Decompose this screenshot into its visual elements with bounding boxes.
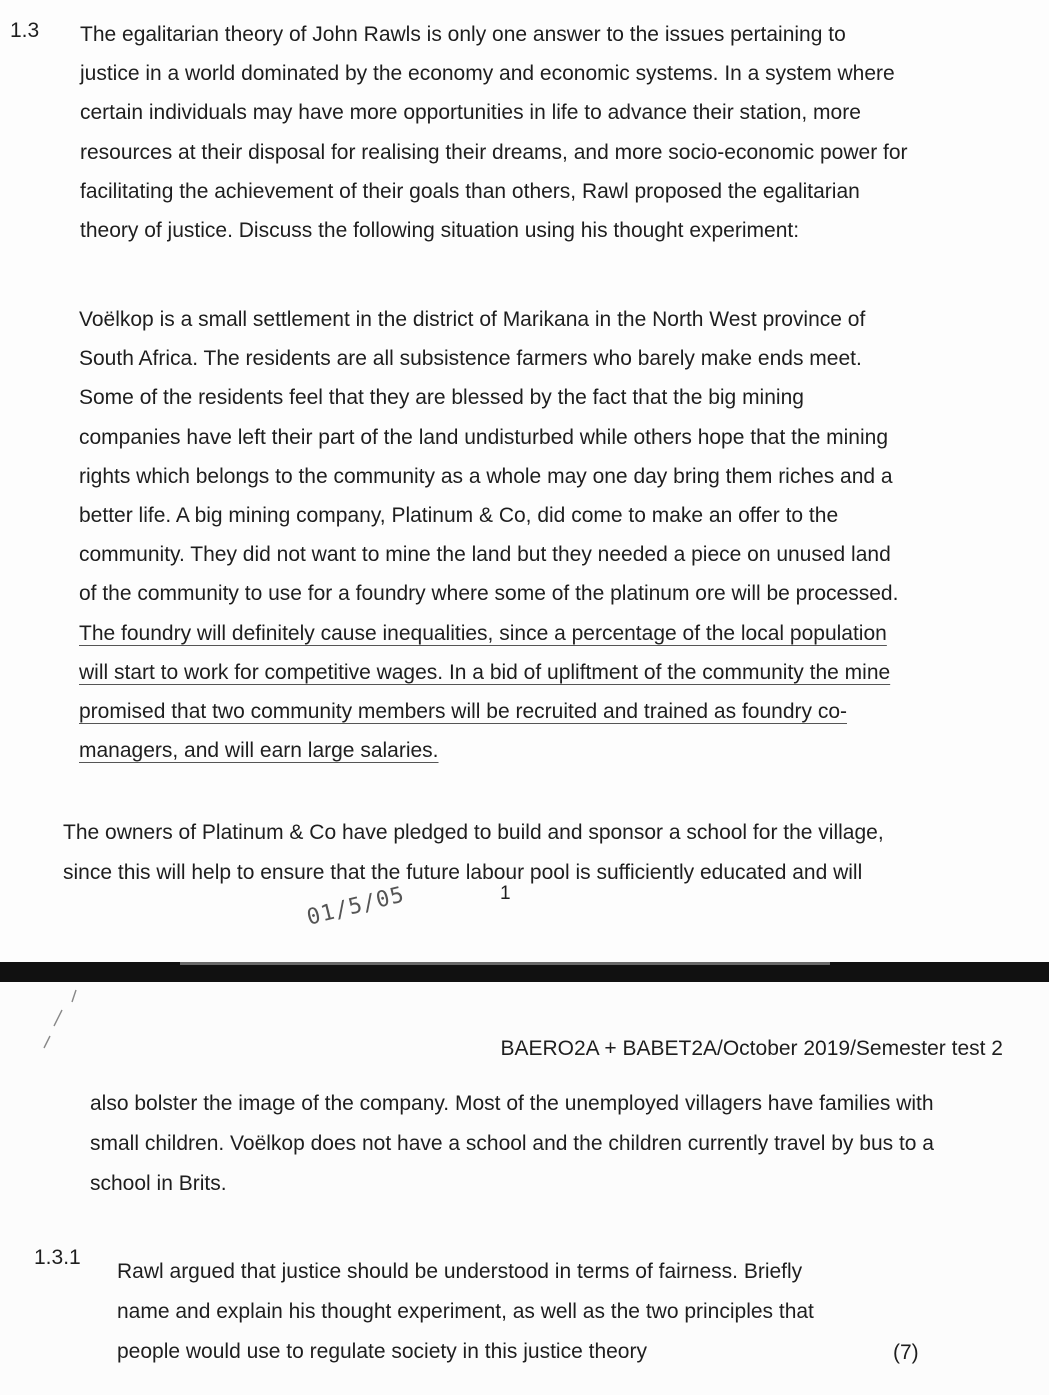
continuation-line: since this will help to ensure that the future labour pool is sufficiently educated and will (63, 861, 863, 884)
scenario-line: rights which belongs to the community as a whole may one day bring them riches and a (79, 464, 893, 488)
intro-line: facilitating the achievement of their goals than others, Rawl proposed the egalitarian (80, 179, 860, 203)
handwritten-note: 01/5/05 (304, 882, 408, 931)
continuation-line: also bolster the image of the company. Most of the unemployed villagers have families with (90, 1092, 934, 1115)
scenario-line: Some of the residents feel that they are blessed by the fact that the big mining (79, 386, 804, 410)
sub-question-line: name and explain his thought experiment, as well as the two principles that (117, 1300, 814, 1323)
scenario-line-underlined: managers, and will earn large salaries. (79, 739, 439, 763)
scenario-line: companies have left their part of the land undisturbed while others hope that the mining (79, 425, 889, 449)
scenario-line: community. They did not want to mine the land but they needed a piece on unused land (79, 543, 891, 567)
intro-line: The egalitarian theory of John Rawls is only one answer to the issues pertaining to (80, 23, 846, 46)
sub-question-line: people would use to regulate society in this justice theory (117, 1340, 647, 1363)
scenario-line: Voëlkop is a small settlement in the district of Marikana in the North West province of (79, 308, 866, 331)
scenario-paragraph (79, 300, 898, 770)
page-number: 1 (500, 883, 511, 904)
continuation-line: school in Brits. (90, 1172, 227, 1195)
page-divider (0, 962, 1049, 982)
scenario-line: of the community to use for a foundry where some of the platinum ore will be processed. (79, 582, 899, 606)
scenario-line: South Africa. The residents are all subsistence farmers who barely make ends meet. (79, 347, 862, 371)
scenario-line-underlined: The foundry will definitely cause inequalities, since a percentage of the local population (79, 621, 887, 645)
sub-question-number: 1.3.1 (34, 1246, 81, 1269)
page2-continuation (90, 1084, 934, 1204)
intro-line: certain individuals may have more opportunities in life to advance their station, more (80, 101, 861, 125)
intro-line: resources at their disposal for realising their dreams, and more socio-economic power for (80, 140, 908, 164)
page-header: BAERO2A + BABET2A/October 2019/Semester test 2 (500, 1037, 1003, 1060)
sub-question-text (117, 1252, 814, 1372)
marks-allocation: (7) (893, 1341, 919, 1364)
continuation-paragraph (63, 813, 884, 893)
question-intro (80, 15, 908, 250)
sub-question-line: Rawl argued that justice should be understood in terms of fairness. Briefly (117, 1260, 803, 1283)
continuation-line: small children. Voëlkop does not have a school and the children currently travel by bus to a (90, 1132, 934, 1155)
intro-line: justice in a world dominated by the economy and economic systems. In a system where (80, 62, 895, 86)
intro-line: theory of justice. Discuss the following situation using his thought experiment: (80, 219, 800, 243)
scenario-line-underlined: will start to work for competitive wages. In a bid of upliftment of the community the mine (79, 660, 891, 684)
scenario-line-underlined: promised that two community members will be recruited and trained as foundry co- (79, 700, 847, 724)
question-number: 1.3 (10, 19, 40, 42)
continuation-line: The owners of Platinum & Co have pledged to build and sponsor a school for the village, (63, 821, 884, 844)
pen-mark (40, 986, 100, 1056)
scenario-line: better life. A big mining company, Platinum & Co, did come to make an offer to the (79, 504, 839, 528)
